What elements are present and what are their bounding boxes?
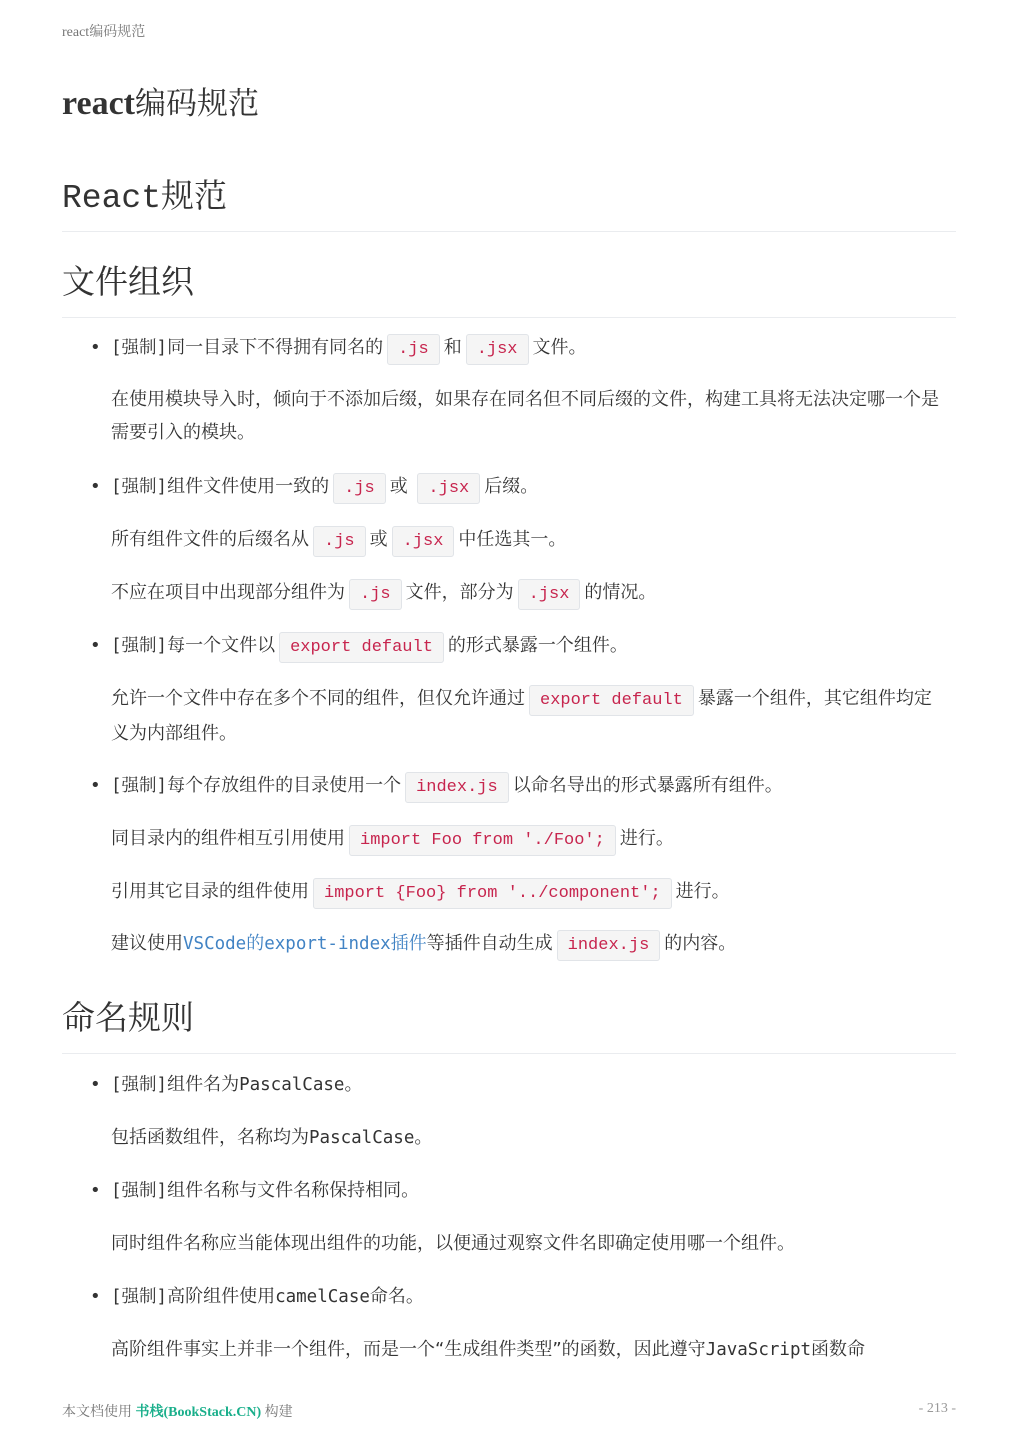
inline-code: index.js (405, 772, 509, 803)
text: 进行。 (619, 828, 674, 849)
text: 的形式暴露一个组件。 (447, 635, 628, 656)
heading-naming-rules: 命名规则 (62, 992, 956, 1054)
text: 或 (389, 476, 408, 497)
rule-tag: [强制] (111, 1181, 168, 1201)
text: 和 (443, 337, 462, 358)
inline-code: .js (387, 334, 440, 365)
inline-code: export default (279, 632, 444, 663)
mono-text: PascalCase (309, 1128, 415, 1148)
inline-code: .jsx (392, 526, 455, 557)
list-item-rule-4 (90, 769, 943, 804)
list-item-naming-1 (90, 1068, 943, 1102)
link-part: VSCode (183, 934, 247, 954)
rule-2-description-2 (111, 576, 943, 611)
rule-4-description-2 (111, 875, 943, 910)
footer-suffix: 构建 (264, 1405, 293, 1420)
naming-3-description (111, 1333, 971, 1367)
bullet-icon: • (90, 1074, 101, 1095)
footer-prefix: 本文档使用 (62, 1405, 132, 1420)
text: 组件名为 (167, 1074, 240, 1095)
heading-react-spec (62, 170, 956, 232)
inline-code: .jsx (518, 579, 581, 610)
text: 高阶组件使用 (167, 1286, 276, 1307)
text: 不应在项目中出现部分组件为 (111, 582, 345, 603)
rule-tag: [强制] (111, 636, 168, 656)
naming-1-description (111, 1121, 943, 1155)
text: 函数命 (811, 1339, 866, 1360)
mono-text: camelCase (275, 1287, 370, 1307)
bookstack-brand-link[interactable]: 书栈(BookStack.CN) (135, 1405, 262, 1420)
text: 每一个文件以 (167, 635, 276, 656)
rule-tag: [强制] (111, 338, 168, 358)
text: 每个存放组件的目录使用一个 (167, 775, 402, 796)
text: 文件，部分为 (405, 582, 514, 603)
text: 。 (414, 1127, 433, 1148)
list-item-rule-1 (90, 331, 943, 366)
bullet-icon: • (90, 1180, 101, 1201)
link-part: 的 (246, 933, 265, 954)
inline-code: import {Foo} from '../component'; (313, 878, 672, 909)
heading-file-organization: 文件组织 (62, 256, 956, 318)
mono-text: JavaScript (705, 1340, 812, 1360)
mono-text: PascalCase (239, 1075, 345, 1095)
text: 引用其它目录的组件使用 (111, 881, 309, 902)
list-item-naming-2 (90, 1174, 943, 1208)
text: 包括函数组件，名称均为 (111, 1127, 309, 1148)
rule-tag: [强制] (111, 1287, 168, 1307)
page-title (62, 78, 259, 123)
text: 所有组件文件的后缀名从 (111, 529, 309, 550)
text: 命名。 (369, 1286, 424, 1307)
text: 同一目录下不得拥有同名的 (167, 337, 384, 358)
inline-code: .jsx (417, 473, 480, 504)
text: 组件名称与文件名称保持相同。 (167, 1180, 420, 1201)
text: 组件文件使用一致的 (167, 476, 330, 497)
list-item-naming-3 (90, 1280, 943, 1314)
vscode-export-index-link[interactable] (183, 933, 427, 954)
heading-react-mono: React (62, 180, 162, 217)
inline-code: import Foo from './Foo'; (349, 825, 616, 856)
text: 建议使用 (111, 933, 183, 954)
bullet-icon: • (90, 476, 101, 497)
text: 同目录内的组件相互引用使用 (111, 828, 345, 849)
text: 以命名导出的形式暴露所有组件。 (512, 775, 783, 796)
heading-react-cn: 规范 (161, 176, 228, 215)
text: 的内容。 (664, 933, 737, 954)
text: 文件。 (532, 337, 587, 358)
rule-tag: [强制] (111, 477, 168, 497)
rule-4-description-3 (111, 927, 943, 962)
title-cn: 编码规范 (134, 86, 259, 122)
link-part: 插件 (390, 933, 427, 954)
page-footer (62, 1401, 293, 1421)
text: 。 (344, 1074, 363, 1095)
naming-2-description: 同时组件名称应当能体现出组件的功能，以便通过观察文件名即确定使用哪一个组件。 (111, 1233, 795, 1254)
text: 允许一个文件中存在多个不同的组件，但仅允许通过 (111, 688, 525, 709)
rule-1-description: 在使用模块导入时，倾向于不添加后缀，如果存在同名但不同后缀的文件，构建工具将无法决定哪一个是需要引入的模块。 (111, 389, 939, 443)
text: 暴露一个组件，其它组件均定义为内部组件。 (111, 688, 932, 744)
rule-2-description-1 (111, 523, 943, 558)
text: 等插件自动生成 (426, 933, 553, 954)
inline-code: .js (333, 473, 386, 504)
inline-code: .js (349, 579, 402, 610)
text: 高阶组件事实上并非一个组件，而是一个“生成组件类型”的函数，因此遵守 (111, 1339, 706, 1360)
list-item-rule-2 (90, 470, 943, 505)
rule-3-description (111, 682, 943, 750)
text: 进行。 (675, 881, 730, 902)
bullet-icon: • (90, 337, 101, 358)
text: 的情况。 (584, 582, 657, 603)
bullet-icon: • (90, 635, 101, 656)
inline-code: .jsx (466, 334, 529, 365)
text: 后缀。 (484, 476, 539, 497)
inline-code: export default (529, 685, 694, 716)
bullet-icon: • (90, 1286, 101, 1307)
rule-4-description-1 (111, 822, 943, 857)
rule-tag: [强制] (111, 1075, 168, 1095)
inline-code: .js (313, 526, 366, 557)
title-latin: react (62, 85, 135, 122)
text: 中任选其一。 (458, 529, 567, 550)
page-number: - 213 - (918, 1401, 956, 1416)
running-header: react编码规范 (62, 25, 146, 40)
bullet-icon: • (90, 775, 101, 796)
link-part: export-index (264, 934, 391, 954)
rule-tag: [强制] (111, 776, 168, 796)
list-item-rule-3 (90, 629, 943, 664)
text: 或 (369, 529, 388, 550)
inline-code: index.js (557, 930, 661, 961)
